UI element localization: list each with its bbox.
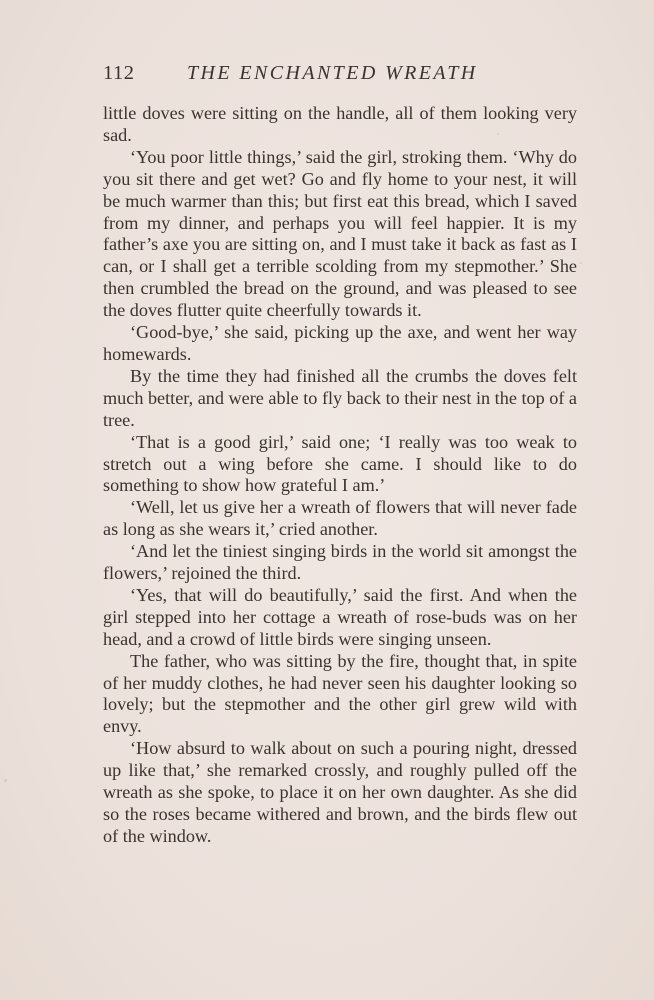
page-number: 112 [103, 62, 135, 84]
body-text [103, 103, 577, 848]
paragraph: ‘You poor little things,’ said the girl, stroking them. ‘Why do you sit there and get wet? Go and fly home to your nest, it will be much warmer than this; but first eat this bread, which I saved from my dinner, and perhaps you will feel happier. It is my father’s axe you are sitting on, and I must take it back as fast as I can, or I shall get a terrible scolding from my stepmother.’ She then crumbled the bread on the ground, and was pleased to see the doves flutter quite cheerfully towards it. [103, 146, 577, 321]
paragraph: ‘Good-bye,’ she said, picking up the axe, and went her way homewards. [103, 322, 577, 364]
paragraph: ‘That is a good girl,’ said one; ‘I really was too weak to stretch out a wing before she came. I should like to do something to show how grateful I am.’ [103, 431, 577, 496]
paper-speck [580, 262, 582, 264]
paper-speck [497, 133, 499, 135]
paragraph: ‘Well, let us give her a wreath of flowers that will never fade as long as she wears it,’ cried another. [103, 497, 577, 540]
page-header [103, 62, 578, 92]
running-head: THE ENCHANTED WREATH [187, 62, 478, 84]
paragraph: The father, who was sitting by the fire, thought that, in spite of her muddy clothes, he had never seen his daughter looking so lovely; but the stepmother and the other girl grew wild with envy. [103, 650, 577, 737]
paragraph: little doves were sitting on the handle, all of them looking very sad. [103, 103, 577, 145]
paragraph: By the time they had finished all the crumbs the doves felt much better, and were able to fly back to their nest in the top of a tree. [103, 365, 578, 430]
paragraph: ‘Yes, that will do beautifully,’ said the first. And when the girl stepped into her cottage a wreath of rose-buds was on her head, and a crowd of little birds were singing unseen. [103, 584, 577, 649]
paragraph: ‘How absurd to walk about on such a pouring night, dressed up like that,’ she remarked crossly, and roughly pulled off the wreath as she spoke, to place it on her own daughter. As she did so the roses became withered and brown, and the birds flew out of the window. [103, 738, 577, 846]
paper-speck [4, 779, 7, 782]
paragraph: ‘And let the tiniest singing birds in the world sit amongst the flowers,’ rejoined the third. [103, 541, 577, 584]
